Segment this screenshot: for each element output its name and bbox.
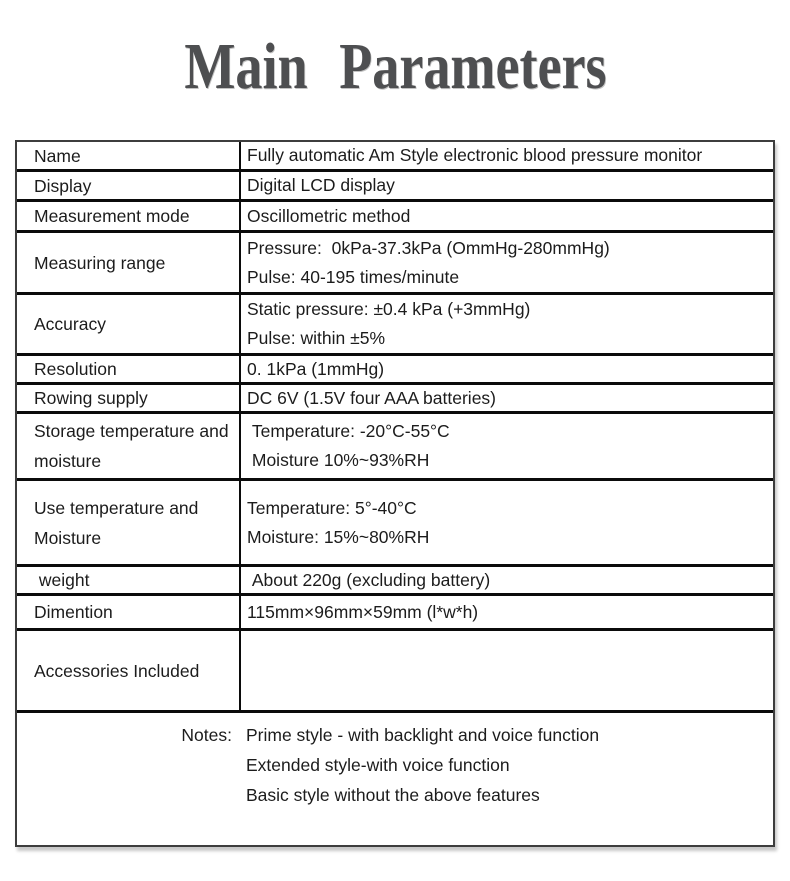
row-label-weight: weight [17, 567, 241, 593]
value-line: Digital LCD display [247, 175, 395, 195]
value-line: About 220g (excluding battery) [247, 569, 491, 590]
spec-table [15, 140, 775, 847]
notes-line: Basic style without the above features [246, 785, 540, 805]
row-label-use-temperature: Use temperature and Moisture [17, 481, 241, 564]
page-header [0, 30, 790, 104]
spec-row-accessories [17, 628, 773, 710]
row-value-measuring-range [241, 233, 773, 292]
row-label-name: Name [17, 142, 241, 169]
value-line: 0. 1kPa (1mmHg) [247, 358, 385, 379]
notes-line: Extended style-with voice function [246, 755, 510, 775]
row-label-resolution: Resolution [17, 356, 241, 382]
spec-row-dimension [17, 593, 773, 628]
value-line: Pulse: within ±5% [247, 328, 386, 348]
value-line: Oscillometric method [247, 205, 411, 226]
row-label-storage-temperature: Storage temperature and moisture [17, 414, 241, 478]
row-value-use-temperature [241, 481, 773, 564]
value-line: Moisture: 15%~80%RH [247, 526, 430, 547]
row-value-dimension [241, 596, 773, 628]
row-label-dimension: Dimention [17, 596, 241, 628]
spec-row-storage-temperature [17, 411, 773, 478]
row-value-rowing-supply [241, 385, 773, 411]
spec-row-name [17, 142, 773, 169]
row-value-resolution [241, 356, 773, 382]
value-line: Fully automatic Am Style electronic blood pressure monitor [247, 145, 703, 165]
row-label-measurement-mode: Measurement mode [17, 202, 241, 230]
spec-row-display [17, 169, 773, 199]
row-label-accuracy: Accuracy [17, 295, 241, 353]
value-line: DC 6V (1.5V four AAA batteries) [247, 387, 497, 408]
row-value-weight [241, 567, 773, 593]
row-value-storage-temperature [241, 414, 773, 478]
notes-section [17, 710, 773, 845]
notes-lines [246, 720, 599, 810]
value-line: Temperature: -20°C-55°C [247, 421, 450, 441]
spec-row-weight [17, 564, 773, 593]
value-line: Temperature: 5°-40°C [247, 497, 417, 518]
spec-row-rowing-supply [17, 382, 773, 411]
row-value-accessories [241, 631, 773, 710]
notes-label: Notes: [181, 725, 232, 745]
page-title: Main Parameters [183, 30, 607, 103]
row-label-display: Display [17, 172, 241, 199]
spec-row-measuring-range [17, 230, 773, 292]
row-value-display [241, 172, 773, 199]
spec-row-measurement-mode [17, 199, 773, 230]
spec-row-resolution [17, 353, 773, 382]
spec-row-use-temperature [17, 478, 773, 564]
row-label-measuring-range: Measuring range [17, 233, 241, 292]
spec-row-accuracy [17, 292, 773, 353]
row-value-measurement-mode [241, 202, 773, 230]
row-value-name [241, 142, 773, 169]
notes-line: Prime style - with backlight and voice function [246, 725, 600, 745]
value-line: Moisture 10%~93%RH [247, 450, 430, 470]
value-line: Static pressure: ±0.4 kPa (+3mmHg) [247, 299, 531, 319]
row-label-accessories: Accessories Included [17, 631, 241, 710]
value-line: Pulse: 40-195 times/minute [247, 266, 460, 287]
row-value-accuracy [241, 295, 773, 353]
value-line: Pressure: 0kPa-37.3kPa (OmmHg-280mmHg) [247, 237, 610, 258]
value-line: 115mm×96mm×59mm (l*w*h) [247, 601, 479, 622]
row-label-rowing-supply: Rowing supply [17, 385, 241, 411]
